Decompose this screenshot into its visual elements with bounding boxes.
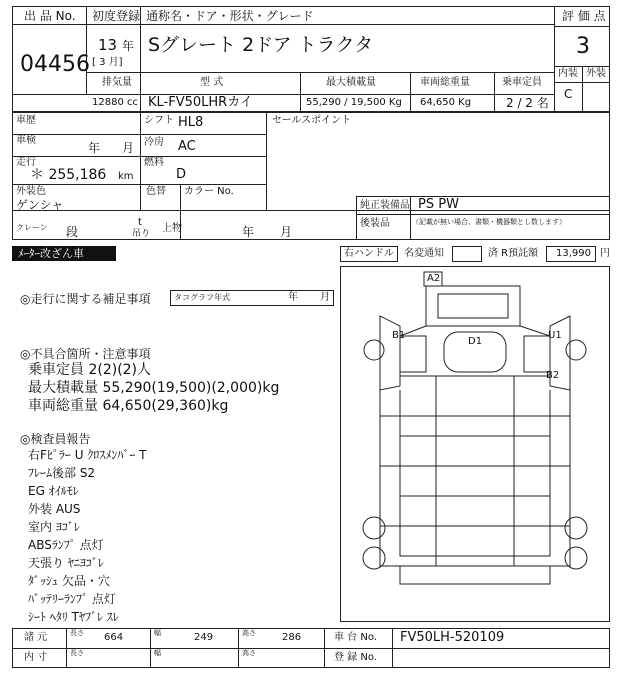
model-code-label: 型 式	[200, 77, 224, 88]
inspector-heading: ◎検査員報告	[20, 432, 91, 446]
mileage-value: ＊ 255,186	[30, 167, 107, 183]
oem-equipment-label: 純正装備品	[360, 200, 410, 211]
max-load-label: 最大積載量	[326, 77, 376, 88]
crane-hang: 吊り	[132, 229, 151, 239]
exterior-label: 外装	[586, 68, 606, 79]
gross-weight-value: 64,650 Kg	[420, 97, 472, 108]
inspection-year: 年	[88, 141, 101, 155]
crane-month: 月	[280, 225, 293, 239]
inspector-note: 外装 AUS	[28, 502, 81, 516]
color-number-label: カラー No.	[184, 186, 234, 197]
interior-dimensions-label: 内 寸	[24, 652, 48, 663]
auction-score: 3	[576, 34, 590, 59]
dimensions-label: 諸 元	[24, 632, 48, 643]
wheel-shape	[364, 340, 384, 360]
inspector-note: ﾊﾞｯﾃﾘｰﾗﾝﾌﾟ 点灯	[28, 592, 116, 606]
tachograph-year: 年	[288, 292, 298, 303]
tachograph-label: タコグラフ年式	[174, 293, 230, 302]
defects-heading: ◎不具合箇所・注意事項	[20, 347, 151, 361]
displacement-label: 排気量	[102, 77, 132, 88]
crane-tons: t	[138, 217, 142, 228]
registration-year: 13	[98, 36, 118, 54]
first-registration-label: 初度登録	[92, 9, 141, 23]
damage-marker-u1: U1	[548, 330, 562, 341]
interior-width-label: 幅	[154, 649, 161, 657]
shift-value: HL8	[178, 115, 204, 130]
defect-line-1: 乗車定員 2(2)(2)人	[28, 362, 152, 378]
inspection-label: 車検	[16, 135, 36, 146]
lot-label: 出 品 No.	[24, 9, 76, 23]
sales-point-label: セールスポイント	[272, 115, 352, 126]
right-hand-drive-label: 右ハンドル	[344, 248, 394, 259]
registration-year-unit: 年	[122, 39, 135, 53]
wheel-shape	[565, 547, 587, 569]
damage-marker-d1: D1	[468, 336, 483, 347]
vin-label: 車 台 No.	[334, 632, 377, 643]
max-load-value: 55,290 / 19,500 Kg	[306, 97, 402, 108]
shift-label: シフト	[144, 115, 174, 126]
name-change-label: 名変通知	[404, 248, 444, 259]
cab-body-shape	[400, 326, 550, 376]
model-name: Sグレート 2ドア トラクタ	[148, 34, 374, 56]
interior-length-label: 長さ	[70, 649, 84, 657]
damage-marker-a2: A2	[427, 273, 441, 284]
defect-line-3: 車両総重量 64,650(29,360)kg	[28, 398, 229, 414]
model-title-label: 通称名・ドア・形状・グレード	[146, 9, 314, 23]
mileage-unit: km	[118, 171, 134, 182]
damage-marker-b1: B1	[392, 330, 406, 341]
capacity-value: 2 / 2 名	[506, 96, 549, 110]
length-label: 長さ	[70, 629, 84, 637]
name-change-box	[452, 246, 482, 262]
recycle-amount: 13,990	[556, 248, 591, 259]
registration-month: [ 3 月]	[92, 57, 123, 68]
fuel-value: D	[176, 167, 187, 182]
wheel-shape	[363, 517, 385, 539]
width-value: 249	[194, 632, 214, 643]
defect-line-2: 最大積載量 55,290(19,500)(2,000)kg	[28, 380, 280, 396]
color-value: ゲンシャ	[16, 198, 64, 212]
cab-roof-shape	[426, 286, 520, 326]
model-code-value: KL-FV50LHRカイ	[148, 95, 253, 110]
registration-number-label: 登 録 No.	[334, 652, 377, 663]
history-label: 車歴	[16, 115, 36, 126]
vehicle-diagram	[340, 266, 610, 622]
inspector-note: ｼｰﾄ ﾍﾀﾘ Tﾔﾌﾞﾚ ｽﾚ	[28, 610, 119, 624]
inspection-month: 月	[122, 141, 135, 155]
ac-value: AC	[178, 139, 196, 154]
oem-equipment-value: PS PW	[418, 197, 459, 212]
recycle-label: 済 R預託額	[488, 248, 539, 259]
wheel-shape	[566, 340, 586, 360]
displacement-value: 12880 cc	[92, 97, 138, 108]
length-value: 664	[104, 632, 124, 643]
inspector-note: 室内 ﾖｺﾞﾚ	[28, 520, 80, 534]
inspector-note: ﾌﾚｰﾑ後部 S2	[28, 466, 96, 480]
score-label: 評 価 点	[562, 9, 606, 23]
fuel-label: 燃料	[144, 157, 164, 168]
tachograph-month: 月	[320, 292, 330, 303]
inspector-note: 天張り ﾔﾆﾖｺﾞﾚ	[28, 556, 104, 570]
color-label: 外装色	[16, 186, 46, 197]
height-label: 高さ	[242, 629, 256, 637]
aftermarket-note: （記載が無い場合、書類・機器類とし数します）	[412, 218, 566, 226]
crane-stage: 段	[66, 225, 79, 239]
damage-marker-b2: B2	[546, 370, 560, 381]
ac-label: 冷房	[144, 137, 164, 148]
capacity-label: 乗車定員	[502, 77, 542, 88]
travel-notes-heading: ◎走行に関する補足事項	[20, 292, 151, 306]
vin-value: FV50LH-520109	[400, 630, 505, 645]
meter-tampered-label: ﾒｰﾀｰ改ざん車	[18, 247, 84, 260]
height-value: 286	[282, 632, 302, 643]
gross-weight-label: 車両総重量	[420, 77, 470, 88]
interior-height-label: 高さ	[242, 649, 256, 657]
crane-year: 年	[242, 225, 255, 239]
crane-label: クレーン	[16, 223, 48, 232]
inspector-note: 右Fﾋﾟﾗｰ U ｸﾛｽﾒﾝﾊﾞｰ T	[28, 448, 147, 462]
inspector-note: ﾀﾞｯｼｭ 欠品・穴	[28, 574, 110, 588]
inspector-note: EG ｵｲﾙﾓﾚ	[28, 484, 79, 498]
aftermarket-label: 後装品	[360, 218, 390, 229]
color-change-label: 色替	[146, 186, 166, 197]
yen-label: 円	[600, 248, 610, 259]
interior-grade: C	[564, 87, 573, 101]
crane-upper-label: 上物	[162, 223, 182, 234]
inspector-note: ABSﾗﾝﾌﾟ 点灯	[28, 538, 104, 552]
wheel-shape	[363, 547, 385, 569]
wheel-shape	[565, 517, 587, 539]
interior-label: 内装	[558, 68, 578, 79]
lot-number: 04456	[20, 52, 90, 77]
mileage-label: 走行	[16, 157, 36, 168]
width-label: 幅	[154, 629, 161, 637]
